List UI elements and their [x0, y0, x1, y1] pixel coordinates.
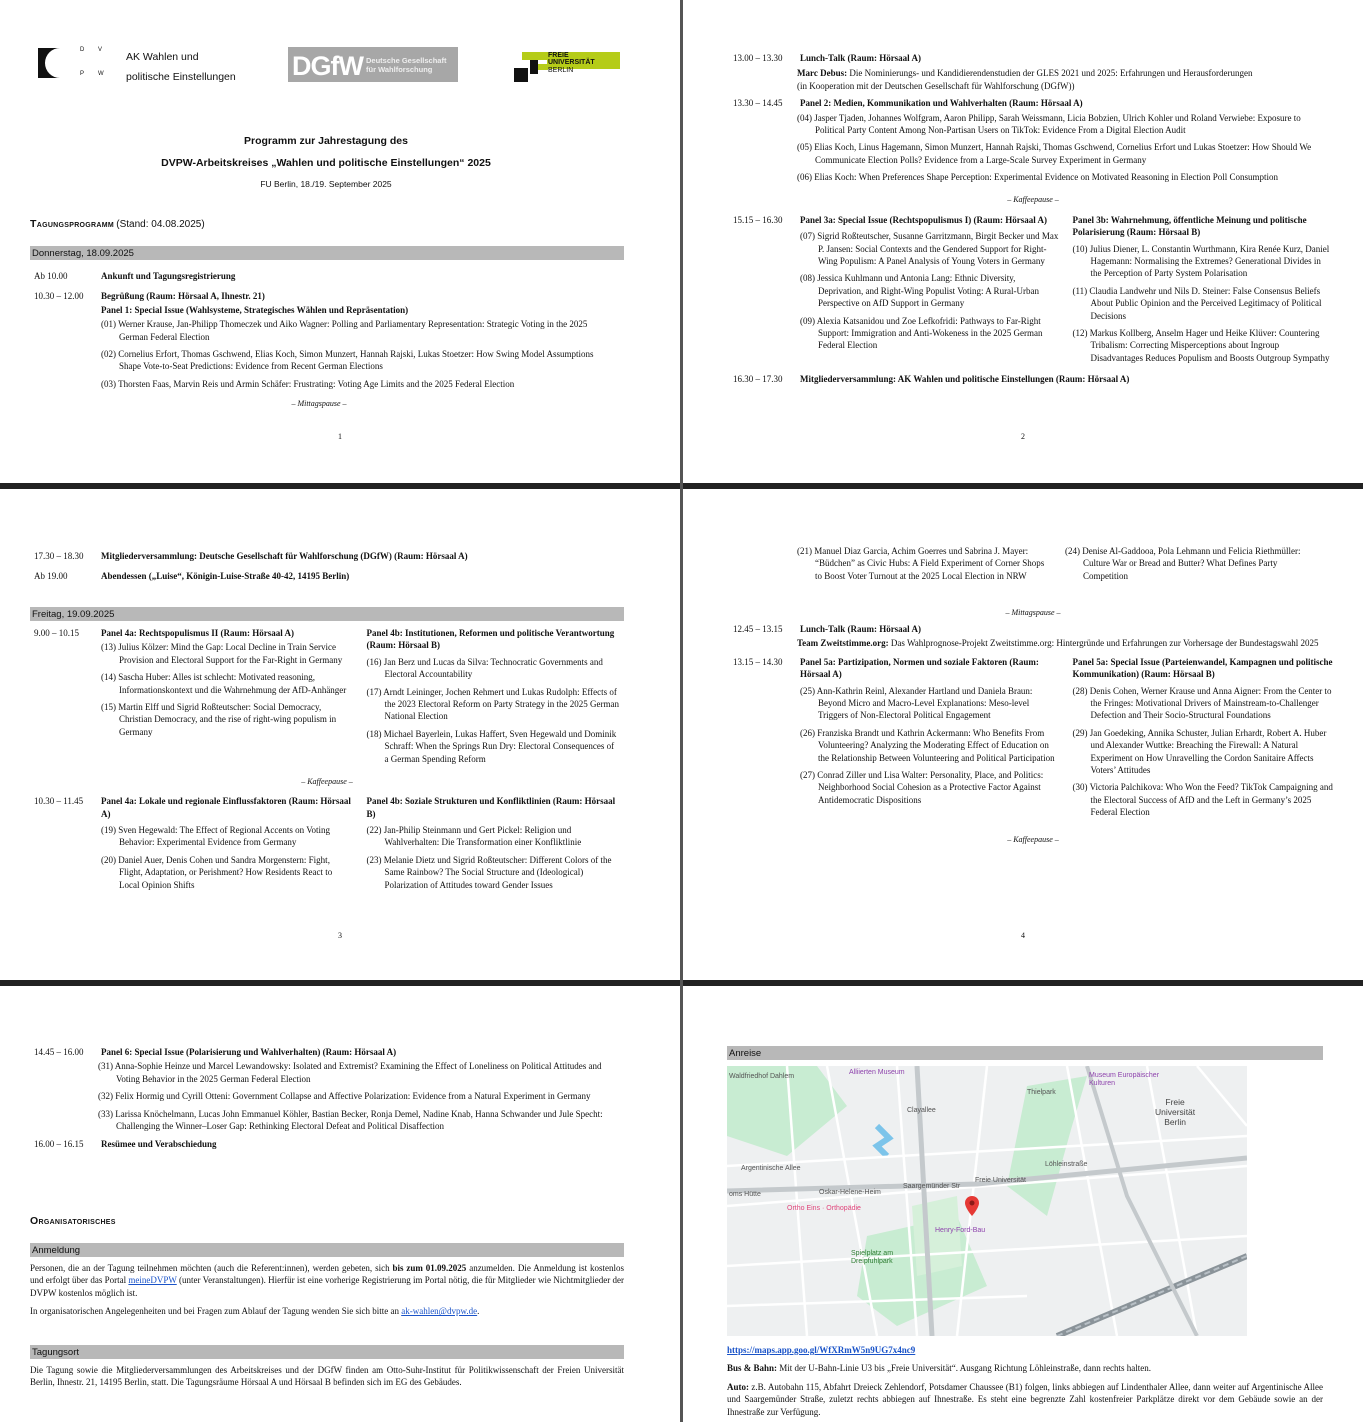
schedule-row [733, 623, 1333, 635]
panel-a [800, 214, 1061, 369]
text-span: Personen, die an der Tagung teilnehmen möchten (auch die Referent:innen), werden gebeten, sich [30, 1263, 393, 1273]
logo-letter: P [80, 71, 85, 77]
panel-title: Panel 4b: Soziale Strukturen und Konfliktlinien (Raum: Hörsaal B) [366, 796, 616, 819]
schedule-row [733, 373, 1333, 385]
ak-line: AK Wahlen und [126, 51, 199, 63]
section-bar: Tagungsort [30, 1345, 624, 1359]
page-4 [683, 489, 1363, 980]
page-3 [0, 489, 680, 980]
fu-logo-text [548, 52, 595, 74]
page-5 [0, 986, 680, 1422]
lunch-talk [797, 67, 1333, 92]
panel-title: Panel 3a: Special Issue (Rechtspopulismus I) (Raum: Hörsaal A) [800, 214, 1048, 225]
dgfw-logo-subtext [366, 56, 446, 74]
program-stand: (Stand: 04.08.2025) [116, 219, 205, 230]
panel-b [1073, 656, 1334, 824]
map-label: Henry-Ford-Bau [935, 1227, 986, 1234]
talk: (28) Denis Cohen, Werner Krause und Anna Aigner: From the Center to the Fringes: Motivational Drivers of Mainstream-to-Challenger Defection and Their Socio-Structural Foundations [1072, 685, 1332, 721]
panel-title: Panel 3b: Wahrnehmung, öffentliche Meinung und politische Polarisierung (Raum: Hörsaal B) [1072, 214, 1307, 238]
event: Ankunft und Tagungsregistrierung [101, 271, 236, 281]
talk: (29) Jan Goedeking, Annika Schuster, Julian Erhardt, Robert A. Huber und Alexander Wuttke: Breaching the Firewall: A Natural Experiment on How Unravelling the Cordon Sanitaire Affects Voters’ Attitudes [1072, 727, 1327, 776]
schedule-row [733, 52, 1333, 64]
program-heading [30, 217, 205, 232]
schedule-row [34, 550, 624, 562]
talk: (32) Felix Hormig und Cyrill Otteni: Government Collapse and Affective Polarization: Evidence from a Natural Experiment in Germany [98, 1091, 591, 1102]
time: 13.15 – 14.30 [733, 656, 783, 667]
talk: (30) Victoria Palchikova: Who Won the Feed? TikTok Campaigning and the Electoral Success of AfD and the Left in Germany’s 2025 Federal Election [1072, 782, 1333, 818]
event: Panel 2: Medien, Kommunikation und Wahlverhalten (Raum: Hörsaal A) [800, 98, 1083, 109]
talk: (04) Jasper Tjaden, Johannes Wolfgram, Aaron Philipp, Sarah Weissmann, Licia Bobzien, Ulrich Kohler und Roland Verwiebe: Exposure to Political Party Content Among Non-Partisan Users on TikTok: Evidence From a Digital Election Audit [797, 112, 1301, 136]
schedule-row [733, 97, 1333, 109]
time: 16.00 – 16.15 [34, 1139, 84, 1150]
map-label-fu [1155, 1098, 1195, 1127]
page-number: 1 [338, 432, 342, 441]
event: Mitgliederversammlung: Deutsche Gesellschaft für Wahlforschung (DGfW) (Raum: Hörsaal A) [101, 551, 468, 561]
map-label: Freie Universität [975, 1177, 1026, 1184]
schedule [733, 52, 1333, 390]
talk-title: Die Nominierungs- und Kandidierendenstudien der GLES 2021 und 2025: Erfahrungen und Herausforderungen [849, 68, 1253, 79]
schedule-row [34, 1138, 614, 1150]
logo-letter: V [98, 47, 103, 53]
talk: (24) Denise Al-Gaddooa, Pola Lehmann und Felicia Riethmüller: Culture War or Bread and Butter? What Defines Party Competition [1065, 546, 1301, 581]
document-subtitle: FU Berlin, 18./19. September 2025 [260, 179, 392, 189]
event: Resümee und Verabschiedung [101, 1139, 217, 1150]
schedule [34, 550, 624, 587]
map-label: Clayallee [907, 1107, 936, 1114]
map-label: Waldfriedhof Dahlem [729, 1073, 795, 1080]
talk: (25) Ann-Kathrin Reinl, Alexander Hartland und Daniela Braun: Beyond Micro and Macro-Level Explanations: Meso-level Triggers of Non-Electoral Political Engagement [800, 685, 1033, 721]
schedule-row [34, 795, 620, 896]
talk: (27) Conrad Ziller und Lisa Walter: Personality, Place, and Politics: Neighborhood Social Cohesion as a Protective Factor Against Antidemocratic Dispositions [800, 770, 1044, 805]
panel-b [367, 795, 621, 896]
event: Lunch-Talk (Raum: Hörsaal A) [800, 53, 921, 63]
schedule [733, 623, 1333, 853]
logo-letter: D [80, 47, 85, 53]
panel-b [1065, 545, 1321, 587]
panel-title [101, 304, 604, 316]
meinedvpw-link[interactable]: meineDVPW [128, 1275, 177, 1286]
panel-label: Panel 1: [101, 304, 133, 315]
talk: (22) Jan-Philip Steinmann und Gert Pickel: Religion und Wahlverhalten: Die Transformation einer Konfliktlinie [366, 824, 582, 848]
section-bar: Anreise [727, 1046, 1323, 1060]
text-span: Mit der U-Bahn-Linie U3 bis „Freie Universität“. Ausgang Richtung Löhleinstraße, dann rechts halten. [779, 1363, 1151, 1374]
event: Panel 6: Special Issue (Polarisierung und Wahlverhalten) (Raum: Hörsaal A) [101, 1047, 397, 1057]
dgfw-logo [288, 47, 458, 82]
fu-line: BERLIN [548, 66, 574, 74]
fu-line: FREIE [548, 52, 569, 59]
time: 10.30 – 11.45 [34, 796, 84, 807]
text-span: . [477, 1306, 480, 1317]
talk: (12) Markus Kollberg, Anselm Hager und Heike Klüver: Countering Tribalism: Correcting Misperceptions about Ingroup Disadvantages Reduces Populism and Boosts Outgroup Sympathy [1072, 327, 1330, 363]
page-number: 4 [1021, 931, 1025, 940]
time: Ab 10.00 [34, 271, 68, 281]
time: 10.30 – 12.00 [34, 291, 84, 302]
panel-a [101, 627, 355, 770]
event: Mitgliederversammlung: AK Wahlen und politische Einstellungen (Raum: Hörsaal A) [800, 374, 1130, 385]
time: 16.30 – 17.30 [733, 374, 783, 385]
time: 15.15 – 16.30 [733, 214, 783, 225]
time: 13.30 – 14.45 [733, 98, 783, 109]
talk: (01) Werner Krause, Jan-Philipp Thomeczek und Aiko Wagner: Polling and Parliamentary Representation: Strategic Voting in the 2025 German Federal Election [101, 319, 588, 342]
page-2 [683, 0, 1363, 483]
email-link[interactable]: ak-wahlen@dvpw.de [401, 1306, 478, 1317]
schedule-row [733, 214, 1333, 369]
talk: (17) Arndt Leininger, Jochen Rehmert und Lukas Rudolph: Effects of the 2023 Electoral Reform on Party Strategy in the 2025 German National Election [366, 686, 619, 722]
paragraph [30, 1305, 624, 1317]
speaker: Team Zweitstimme.org: [797, 638, 889, 649]
break-label: – Kaffeepause – [301, 777, 353, 787]
map-label: oms Hütte [729, 1191, 761, 1198]
talk: (20) Daniel Auer, Denis Cohen und Sandra Morgenstern: Fight, Flight, Adaptation, or Perishment? How Residents React to Local Opinion Shifts [101, 854, 333, 890]
talk: (13) Julius Kölzer: Mind the Gap: Local Decline in Train Service Provision and Electoral Support for the Far-Right in Germany [101, 642, 343, 665]
talk: (05) Elias Koch, Linus Hagemann, Simon Munzert, Hannah Rajski, Thomas Gschwend, Cornelius Erfort und Lukas Stoetzer: How Should We Communicate Election Polls? Evidence from a Large-Scale Survey Experiment in Germany [797, 142, 1312, 165]
talk: (10) Julius Diener, L. Constantin Wurthmann, Kira Renée Kurz, Daniel Hagemann: Normalising the Extremes? Generational Divides in the Perception of Party System Polarisation [1072, 243, 1330, 279]
panel-block [98, 1060, 614, 1132]
talk-note: (in Kooperation mit der Deutschen Gesellschaft für Wahlforschung (DGfW)) [797, 80, 1075, 91]
panel-a [797, 545, 1053, 587]
time: 13.00 – 13.30 [733, 53, 783, 63]
time: 12.45 – 13.15 [733, 624, 783, 634]
talk: (16) Jan Berz und Lucas da Silva: Technocratic Governments and Electoral Accountability [366, 656, 603, 680]
talk: (21) Manuel Diaz Garcia, Achim Goerres und Sabrina J. Mayer: “Büdchen” as Civic Hubs: A Field Experiment of Corner Shops to Boost Voter Turnout at the 2025 Local Election in NRW [797, 546, 1045, 581]
paragraph [727, 1362, 1323, 1374]
logo-letter: W [98, 71, 104, 77]
section-heading: Organisatorisches [30, 1215, 116, 1227]
schedule-row [733, 656, 1333, 824]
panel-title: Panel 5a: Special Issue (Parteienwandel, Kampagnen und politische Kommunikation) (Raum: Hörsaal B) [1072, 656, 1333, 680]
dvpw-logo [36, 46, 106, 80]
event: Lunch-Talk (Raum: Hörsaal A) [800, 624, 921, 634]
parallel-panels [800, 214, 1333, 369]
time: 14.45 – 16.00 [34, 1047, 84, 1057]
paragraph [727, 1381, 1323, 1418]
paragraph [30, 1262, 624, 1299]
schedule-row [34, 627, 620, 770]
venue-text: Die Tagung sowie die Mitgliederversammlungen des Arbeitskreises und der DGfW finden am Otto-Suhr-Institut für Politikwissenschaft der Freien Universität Berlin, Ihnestr. 21, 14195 Berlin, statt. Die Tagungsräume Hörsaal A und Hörsaal B befinden sich im EG des Gebäudes. [30, 1365, 624, 1388]
talk: (06) Elias Koch: When Preferences Shape Perception: Experimental Evidence on Motivated Reasoning in Election Poll Consumption [797, 172, 1278, 183]
panel-title: Panel 4a: Rechtspopulismus II (Raum: Hörsaal A) [101, 628, 295, 638]
text-span: In organisatorischen Angelegenheiten und bei Fragen zum Ablauf der Tagung wenden Sie sich bitte an [30, 1306, 402, 1317]
time: Ab 19.00 [34, 571, 68, 582]
fu-berlin-logo [514, 52, 620, 82]
break-label: – Mittagspause – [1005, 608, 1061, 617]
panel-block [101, 304, 604, 390]
map-label: Freie [1165, 1097, 1185, 1107]
location-map[interactable] [727, 1066, 1247, 1336]
panel-a [800, 656, 1061, 824]
schedule-row [34, 290, 604, 302]
day-bar: Donnerstag, 18.09.2025 [30, 246, 624, 260]
event: Begrüßung (Raum: Hörsaal A, Ihnestr. 21) [101, 291, 265, 302]
talk: (02) Cornelius Erfort, Thomas Gschwend, Elias Koch, Simon Munzert, Hannah Rajski, Lukas Stoetzer: How Swing Model Assumptions Shape Vote-to-Seat Predictions: Evidence from Recent German Elections [101, 349, 594, 372]
parallel-panels [101, 795, 620, 896]
panel-title: Panel 4a: Lokale und regionale Einflussfaktoren (Raum: Hörsaal A) [101, 796, 351, 819]
title-line: Programm zur Jahrestagung des [244, 135, 408, 147]
map-label: Thielpark [1027, 1089, 1056, 1096]
map-label: Saargemünder Str [903, 1183, 961, 1190]
panel-block [797, 112, 1333, 184]
event: Abendessen („Luise“, Königin-Luise-Straße 40-42, 14195 Berlin) [101, 571, 350, 582]
page-number: 3 [338, 931, 342, 940]
talk: (07) Sigrid Roßteutscher, Susanne Garritzmann, Birgit Becker und Max P. Jansen: Social Contexts and the Gendered Support for Right-Wing Populism: A Panel Analysis of Young Voters in Germany [800, 231, 1059, 266]
talk: (09) Alexia Katsanidou und Zoe Lefkofridi: Pathways to Far-Right Support: Immigration and Anti-Wokeness in the 2025 German Federal Election [800, 315, 1043, 351]
time: 17.30 – 18.30 [34, 551, 84, 561]
break-label: – Kaffeepause – [1007, 194, 1059, 204]
schedule-row [34, 270, 604, 282]
parallel-panels [800, 656, 1333, 824]
text-span: (unter Veranstaltungen). Hierfür ist eine vorherige Registrierung im Portal nötig, die für Mitglieder wie Nichtmitglieder der DVPW kostenlos möglich ist. [30, 1275, 624, 1298]
location-pin-icon [965, 1196, 979, 1216]
talk: (19) Sven Hegewald: The Effect of Regional Accents on Voting Behavior: Experimental Evidence from Germany [101, 824, 331, 848]
map-label: Berlin [1164, 1116, 1186, 1127]
document-title [0, 131, 652, 174]
ak-line: politische Einstellungen [126, 71, 236, 84]
panel-b [1073, 214, 1334, 369]
schedule [34, 627, 620, 900]
dgfw-line: für Wahlforschung [366, 65, 433, 74]
panel-a [101, 795, 355, 896]
talk-title: Das Wahlprognose-Projekt Zweitstimme.org: Hintergründe und Erfahrungen zur Vorhersage der Bundestagswahl 2025 [890, 638, 1319, 649]
map-label: Alliierten Museum [849, 1069, 905, 1076]
program-heading-label: Tagungsprogramm [30, 218, 115, 230]
schedule-row [34, 1046, 614, 1058]
break-label: – Mittagspause – [291, 399, 347, 409]
map-link[interactable]: https://maps.app.goo.gl/WfXRmW5n9UG7x4nc9 [727, 1345, 916, 1355]
panel-b [367, 627, 621, 770]
parallel-panels [101, 627, 620, 770]
ak-name [126, 47, 236, 88]
text-span: anzumelden. Die Anmeldung ist kostenlos und erfolgt über das Portal [30, 1263, 625, 1286]
talk: (31) Anna-Sophie Heinze und Marcel Lewandowsky: Isolated and Extremist? Examining the Effect of Loneliness on Political Attitudes and Voting Behavior in the 2025 German Federal Election [98, 1061, 602, 1084]
talk: (08) Jessica Kuhlmann und Antonia Lang: Ethnic Diversity, Deprivation, and Right-Wing Populist Voting: A Rural-Urban Perspective on AfD Support in Germany [800, 273, 1040, 309]
map-label: Argentinische Allee [741, 1165, 801, 1172]
map-label: Oskar-Helene-Heim [819, 1189, 881, 1196]
time: 9.00 – 10.15 [34, 628, 79, 638]
dgfw-line: Deutsche Gesellschaft [366, 56, 447, 65]
map-label: Universität [1155, 1106, 1196, 1117]
page-1 [0, 0, 680, 483]
fu-line: UNIVERSITÄT [548, 59, 595, 67]
lunch-talk [797, 637, 1333, 649]
talk: (18) Michael Bayerlein, Lukas Haffert, Sven Hegewald und Dominik Schraff: When the Springs Run Dry: Electoral Consequences of a German Spending Reform [366, 728, 617, 764]
schedule [34, 1046, 614, 1155]
page-number: 2 [1021, 432, 1025, 441]
map-label: Löhleinstraße [1045, 1161, 1088, 1168]
map-label-spielplatz [851, 1250, 893, 1265]
map-label: Ortho Eins · Orthopädie [787, 1205, 861, 1212]
schedule-row [34, 570, 624, 582]
dvpw-logo-icon [36, 46, 70, 80]
dgfw-logo-text: DGfW [292, 51, 363, 81]
title-line: DVPW-Arbeitskreises „Wahlen und politische Einstellungen“ 2025 [161, 156, 491, 169]
page-6 [683, 986, 1363, 1422]
section-bar: Anmeldung [30, 1243, 624, 1257]
panel-title: Panel 5a: Partizipation, Normen und soziale Faktoren (Raum: Hörsaal A) [800, 656, 1039, 680]
talk: (14) Sascha Huber: Alles ist schlecht: Motivated reasoning, Informationskontext und die Wahrnehmung der AfD-Anhänger [101, 672, 347, 695]
label: Bus & Bahn: [727, 1363, 778, 1374]
registration-text [30, 1262, 624, 1324]
talk: (03) Thorsten Faas, Marvin Reis und Armin Schäfer: Frustrating: Voting Age Limits and the 2025 Federal Election [101, 378, 515, 389]
panel-name: Special Issue (Wahlsysteme, Strategisches Wählen und Repräsentation) [134, 304, 409, 315]
map-label: Museum Europäischer Kulturen [1089, 1072, 1160, 1087]
map-label: Dreipfuhlpark [851, 1257, 893, 1265]
talk: (11) Claudia Landwehr und Nils D. Steiner: False Consensus Beliefs About Public Opinion and the Perceived Legitimacy of Political Decisions [1072, 285, 1322, 321]
day-bar: Freitag, 19.09.2025 [30, 607, 624, 621]
talk: (33) Larissa Knöchelmann, Lucas John Emmanuel Köhler, Bastian Becker, Ronja Demel, Nadine Knab, Hanna Schwander und Jule Specht: Challenging the Winner–Loser Gap: Rethinking Electoral Defeat and Political Disaffection [98, 1108, 603, 1132]
text-span: z.B. Autobahn 115, Abfahrt Dreieck Zehlendorf, Potsdamer Chaussee (B1) folgen, links abbiegen auf Lindenthaler Allee, dann weiter auf Argentinische Allee und Saargemünder Straße, zuletzt rechts abbiegen auf Ihnestraße. Es steht eine begrenzte Zahl kostenfreier Parkplätze direkt vor dem Gebäude sowie an der Ihnestraße zur Verfügung. [727, 1381, 1324, 1417]
talk: (23) Melanie Dietz und Sigrid Roßteutscher: Different Colors of the Same Rainbow? The Social Structure and (Ideological) Polarization of Attitudes toward Gender Issues [366, 854, 612, 890]
deadline: bis zum 01.09.2025 [392, 1263, 467, 1273]
schedule [34, 270, 604, 417]
directions [727, 1344, 1323, 1422]
label: Auto: [727, 1381, 749, 1392]
talk: (26) Franziska Brandt und Kathrin Ackermann: Who Benefits From Volunteering? Analyzing the Moderating Effect of Education on the Relationship Between Volunteering and Political Participation [800, 727, 1055, 763]
talk: (15) Martin Elff und Sigrid Roßteutscher: Social Democracy, Christian Democracy, and the rise of right-wing populism in Germany [101, 702, 337, 737]
break-label: – Kaffeepause – [1007, 834, 1059, 844]
speaker: Marc Debus: [797, 68, 848, 79]
parallel-panels [797, 545, 1321, 587]
fu-logo-icon [514, 52, 548, 82]
panel-title: Panel 4b: Institutionen, Reformen und politische Verantwortung (Raum: Hörsaal B) [366, 628, 615, 651]
map-label: Spielplatz am [851, 1250, 894, 1257]
